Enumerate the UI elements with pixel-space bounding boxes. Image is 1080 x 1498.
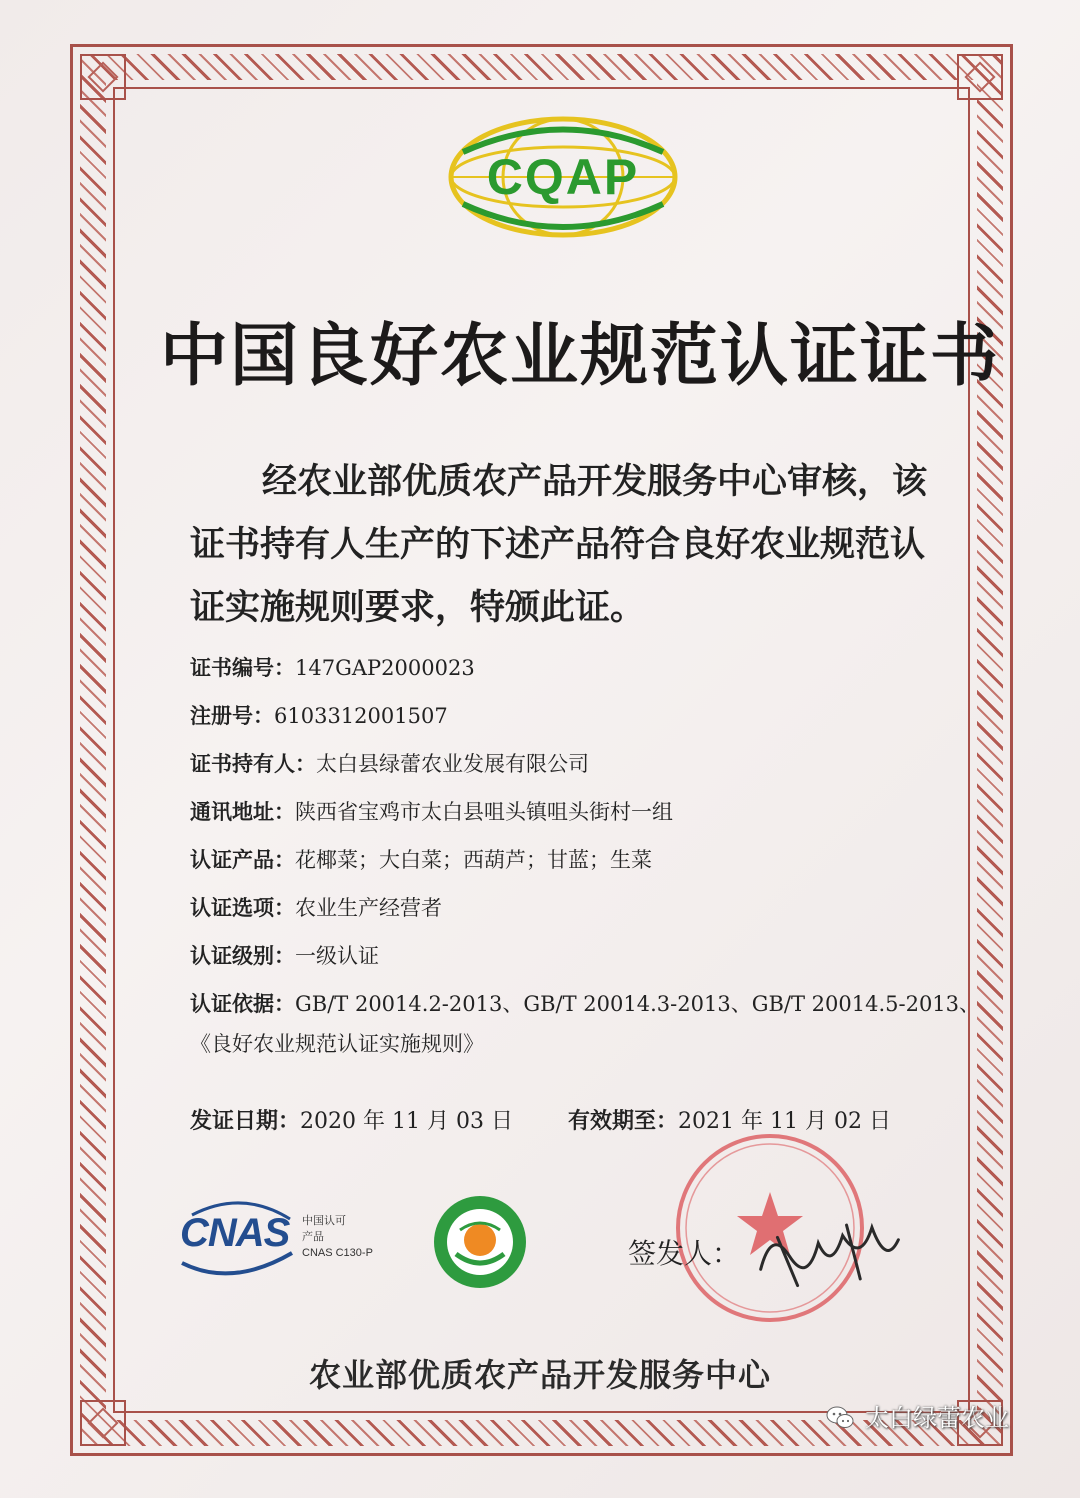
- field-label: 证书持有人：: [190, 751, 316, 776]
- field-option: [190, 888, 950, 936]
- field-value: 陕西省宝鸡市太白县咀头镇咀头街村一组: [295, 800, 673, 824]
- corner-ornament-top-left: [80, 54, 126, 100]
- field-label: 证书编号：: [190, 655, 295, 680]
- corner-ornament-bottom-left: [80, 1400, 126, 1446]
- field-value: 6103312001507: [274, 704, 448, 728]
- field-label: 通讯地址：: [190, 799, 295, 824]
- issuing-organization: 农业部优质农产品开发服务中心: [308, 1356, 771, 1394]
- issue-date-value: 2020 年 11 月 03 日: [300, 1109, 513, 1134]
- field-registration-number: [190, 696, 950, 744]
- cnas-accreditation-text: [302, 1213, 373, 1261]
- field-basis-continuation: 《良好农业规范认证实施规则》: [190, 1032, 484, 1056]
- signature-stroke-icon: [746, 1204, 913, 1300]
- corner-ornament-top-right: [957, 54, 1003, 100]
- cnas-line-1: 中国认可: [302, 1215, 346, 1227]
- field-value: 太白县绿蕾农业发展有限公司: [316, 752, 589, 776]
- wechat-icon: [825, 1403, 855, 1433]
- field-address: [190, 792, 950, 840]
- valid-until-label: 有效期至：: [568, 1108, 679, 1134]
- field-label: 认证级别：: [190, 943, 295, 968]
- field-products: [190, 840, 950, 888]
- field-label: 认证依据：: [190, 991, 295, 1016]
- field-label: 认证选项：: [190, 895, 295, 920]
- issue-date: [190, 1109, 513, 1134]
- field-value: 147GAP2000023: [295, 656, 475, 680]
- certificate-intro: 经农业部优质农产品开发服务中心审核，该证书持有人生产的下述产品符合良好农业规范认证实施规则要求，特颁此证。: [190, 461, 928, 628]
- valid-until-value: 2021 年 11 月 02 日: [678, 1109, 891, 1134]
- field-label: 注册号：: [190, 703, 274, 728]
- cqap-logo-text: CQAP: [486, 149, 640, 205]
- field-level: [190, 936, 950, 984]
- signer-label: 签发人：: [628, 1237, 741, 1270]
- field-value: 农业生产经营者: [295, 896, 442, 920]
- field-basis: [190, 984, 981, 1024]
- field-certificate-number: [190, 648, 950, 696]
- cnas-line-2: 产品: [302, 1231, 324, 1243]
- field-label: 认证产品：: [190, 847, 295, 872]
- field-value: 花椰菜；大白菜；西葫芦；甘蓝；生菜: [295, 848, 652, 872]
- china-gap-logo: [430, 1192, 530, 1292]
- cnas-mark: [172, 1193, 402, 1283]
- field-holder: [190, 744, 950, 792]
- field-value: 一级认证: [295, 944, 379, 968]
- social-watermark-text: 太白绿蕾农业: [865, 1404, 1009, 1432]
- certificate-title: 中国良好农业规范认证证书: [160, 317, 1001, 396]
- certificate-fields: [190, 648, 981, 1066]
- cnas-line-3: CNAS C130-P: [302, 1247, 373, 1259]
- cqap-logo: [443, 112, 683, 242]
- issue-date-label: 发证日期：: [190, 1108, 301, 1134]
- handwritten-signature: [746, 1204, 915, 1314]
- cnas-logo-text: CNAS: [180, 1211, 290, 1255]
- field-value: GB/T 20014.2-2013、GB/T 20014.3-2013、GB/T 20014.5-2013、: [295, 992, 981, 1016]
- china-gap-emblem-icon: [430, 1192, 530, 1292]
